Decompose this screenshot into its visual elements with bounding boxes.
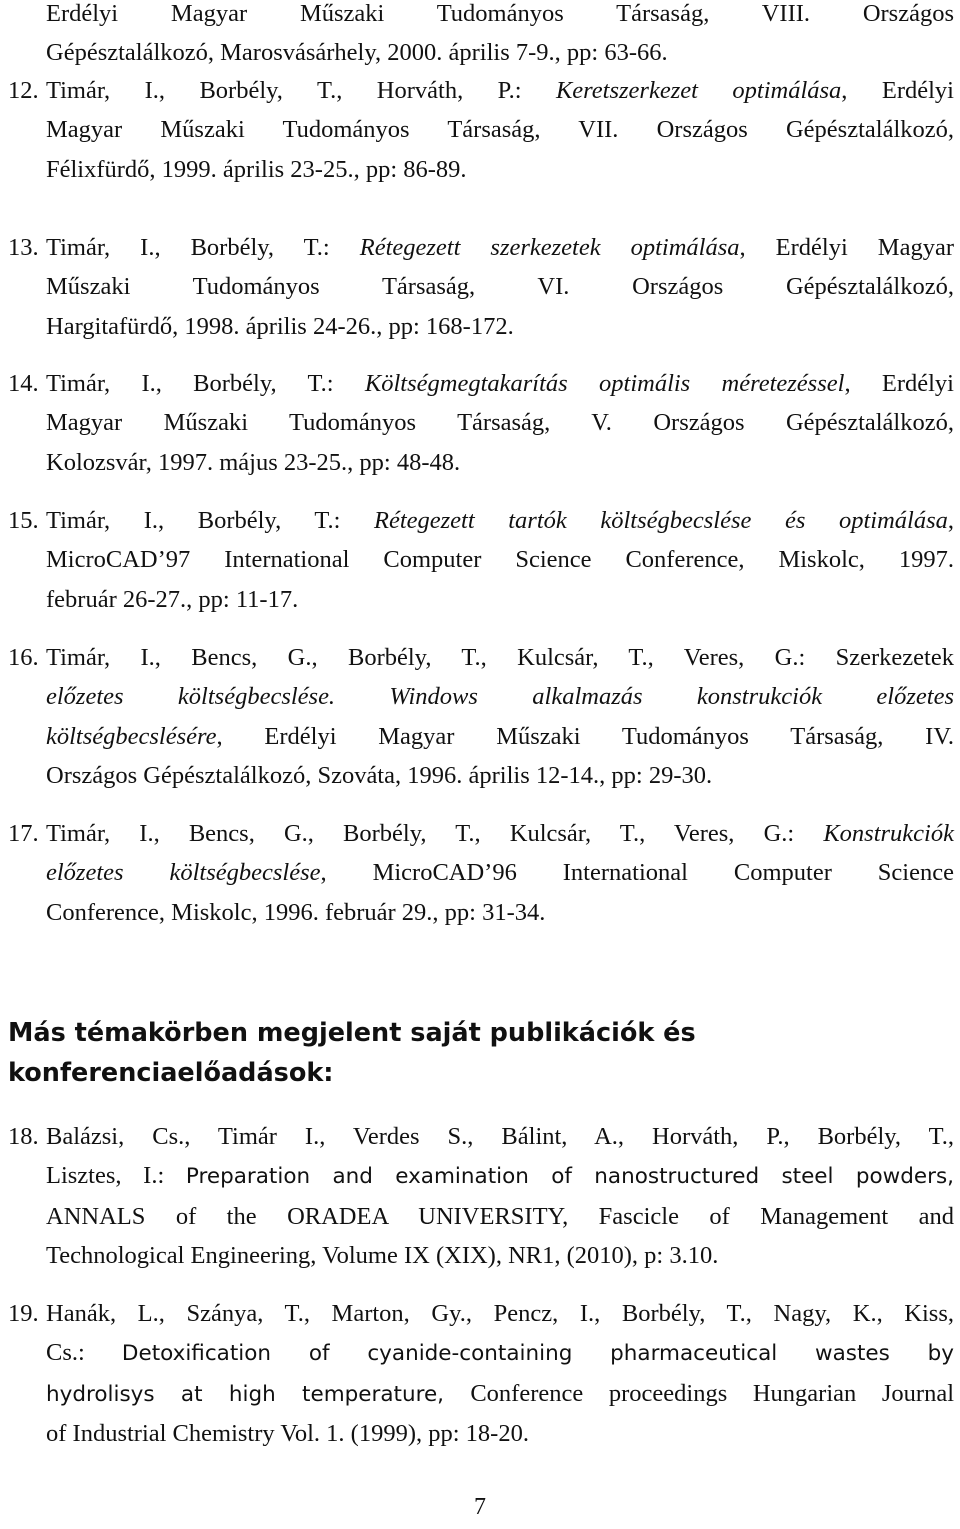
reference-text: Magyar Műszaki Tudományos Társaság, V. Országos Gépésztalálkozó, <box>46 409 954 437</box>
reference-source: Technological Engineering, Volume IX (XIX), NR1, (2010), p: 3.10. <box>46 1241 719 1269</box>
reference-source: , Erdélyi Magyar <box>739 234 954 261</box>
reference-authors: Timár, I., Borbély, T.: <box>46 370 365 397</box>
reference-line <box>8 638 954 677</box>
reference-authors: Timár, I., Bencs, G., Borbély, T., Kulcsár, T., Veres, G.: Szerkezetek <box>46 644 954 671</box>
reference-continuation <box>8 0 954 73</box>
page-number: 7 <box>474 1494 486 1520</box>
section-heading <box>8 1013 948 1093</box>
reference-source: , Erdélyi <box>841 77 954 104</box>
reference-line <box>8 403 954 442</box>
reference-line <box>8 1156 954 1196</box>
reference-authors: Timár, I., Borbély, T.: <box>46 234 360 261</box>
reference-line <box>8 1374 954 1414</box>
reference-title: költségbecslésére <box>46 722 217 750</box>
reference-number: 13. <box>8 234 39 261</box>
reference-text: MicroCAD’97 International Computer Science Conference, Miskolc, 1997. <box>46 546 954 574</box>
reference-line <box>8 580 954 619</box>
reference-item-15 <box>8 501 954 619</box>
reference-title: Preparation and examination of nanostructured steel powders, <box>185 1164 954 1190</box>
reference-line <box>8 1414 954 1453</box>
reference-line <box>8 501 954 540</box>
reference-line <box>8 0 954 33</box>
reference-line <box>8 1333 954 1373</box>
reference-line <box>8 33 954 72</box>
reference-line <box>8 150 954 189</box>
section-heading-line: konferenciaelőadások: <box>8 1058 334 1088</box>
reference-text: Műszaki Tudományos Társaság, VI. Országos Gépésztalálkozó, <box>46 273 954 301</box>
reference-title: Rétegezett tartók költségbecslése és optimálása <box>374 507 948 534</box>
reference-source: , MicroCAD’96 International Computer Science <box>320 859 954 887</box>
reference-title: Rétegezett szerkezetek optimálása <box>359 234 740 261</box>
reference-text: Kolozsvár, 1997. május 23-25., pp: 48-48. <box>46 448 461 476</box>
reference-text: Országos Gépésztalálkozó, Szováta, 1996. április 12-14., pp: 29-30. <box>46 761 713 789</box>
reference-item-18 <box>8 1117 954 1275</box>
reference-title: Költségmegtakarítás optimális méretezéssel <box>364 370 845 397</box>
reference-title: előzetes költségbecslése. Windows alkalmazás konstrukciók előzetes <box>46 683 954 711</box>
reference-source: , Erdélyi <box>844 370 954 397</box>
reference-text: Erdélyi Magyar Műszaki Tudományos Társaság, VIII. Országos <box>46 0 954 27</box>
reference-line <box>8 267 954 306</box>
reference-text: Conference, Miskolc, 1996. február 29., pp: 31-34. <box>46 898 546 926</box>
reference-text: Félixfürdő, 1999. április 23-25., pp: 86-89. <box>46 155 467 183</box>
reference-source: of Industrial Chemistry Vol. 1. (1999), pp: 18-20. <box>46 1419 529 1447</box>
reference-line <box>8 110 954 149</box>
reference-line <box>8 540 954 579</box>
reference-item-17 <box>8 814 954 932</box>
reference-authors: Lisztes, I.: <box>46 1162 186 1190</box>
reference-title: Konstrukciók <box>823 820 954 847</box>
reference-line <box>8 756 954 795</box>
reference-item-19 <box>8 1294 954 1453</box>
reference-item-12 <box>8 71 954 189</box>
reference-title: előzetes költségbecslése <box>46 859 321 887</box>
reference-line <box>8 1197 954 1236</box>
section-heading-line: Más témakörben megjelent saját publikációk és <box>8 1018 696 1048</box>
reference-authors: Timár, I., Bencs, G., Borbély, T., Kulcsár, T., Veres, G.: <box>46 820 824 847</box>
reference-source: Conference proceedings Hungarian Journal <box>470 1379 954 1407</box>
reference-line <box>8 1294 954 1333</box>
reference-line <box>8 71 954 110</box>
reference-authors: Timár, I., Borbély, T., Horváth, P.: <box>46 77 556 104</box>
reference-line <box>8 677 954 716</box>
reference-item-16 <box>8 638 954 795</box>
reference-text: február 26-27., pp: 11-17. <box>46 585 299 613</box>
reference-number: 18. <box>8 1123 39 1150</box>
reference-number: 19. <box>8 1300 39 1327</box>
reference-text: Hargitafürdő, 1998. április 24-26., pp: 168-172. <box>46 312 514 340</box>
reference-source: ANNALS of the ORADEA UNIVERSITY, Fascicle of Management and <box>46 1202 954 1230</box>
reference-line <box>8 1117 954 1156</box>
reference-line <box>8 814 954 853</box>
reference-line <box>8 228 954 267</box>
reference-line <box>8 853 954 892</box>
reference-authors: Cs.: <box>46 1339 122 1367</box>
reference-item-14 <box>8 364 954 482</box>
reference-source: , <box>947 507 954 534</box>
reference-number: 14. <box>8 370 39 397</box>
reference-title: Keretszerkezet optimálása <box>555 77 842 104</box>
reference-line <box>8 1236 954 1275</box>
reference-authors: Timár, I., Borbély, T.: <box>46 507 374 534</box>
reference-text: Gépésztalálkozó, Marosvásárhely, 2000. április 7-9., pp: 63-66. <box>46 39 668 67</box>
reference-number: 17. <box>8 820 39 847</box>
reference-line <box>8 364 954 403</box>
reference-number: 16. <box>8 644 39 671</box>
reference-source: , Erdélyi Magyar Műszaki Tudományos Társaság, IV. <box>216 722 954 750</box>
reference-authors: Hanák, L., Szánya, T., Marton, Gy., Pencz, I., Borbély, T., Nagy, K., Kiss, <box>46 1300 954 1327</box>
reference-item-13 <box>8 228 954 346</box>
reference-line <box>8 307 954 346</box>
reference-line <box>8 893 954 932</box>
reference-number: 15. <box>8 507 39 534</box>
reference-text: Magyar Műszaki Tudományos Társaság, VII. Országos Gépésztalálkozó, <box>46 116 954 144</box>
reference-line <box>8 717 954 756</box>
reference-line <box>8 443 954 482</box>
reference-authors: Balázsi, Cs., Timár I., Verdes S., Bálint, A., Horváth, P., Borbély, T., <box>46 1123 954 1150</box>
reference-title: hydrolisys at high temperature, <box>46 1381 471 1407</box>
reference-title: Detoxification of cyanide-containing pharmaceutical wastes by <box>121 1341 955 1367</box>
reference-number: 12. <box>8 77 39 104</box>
